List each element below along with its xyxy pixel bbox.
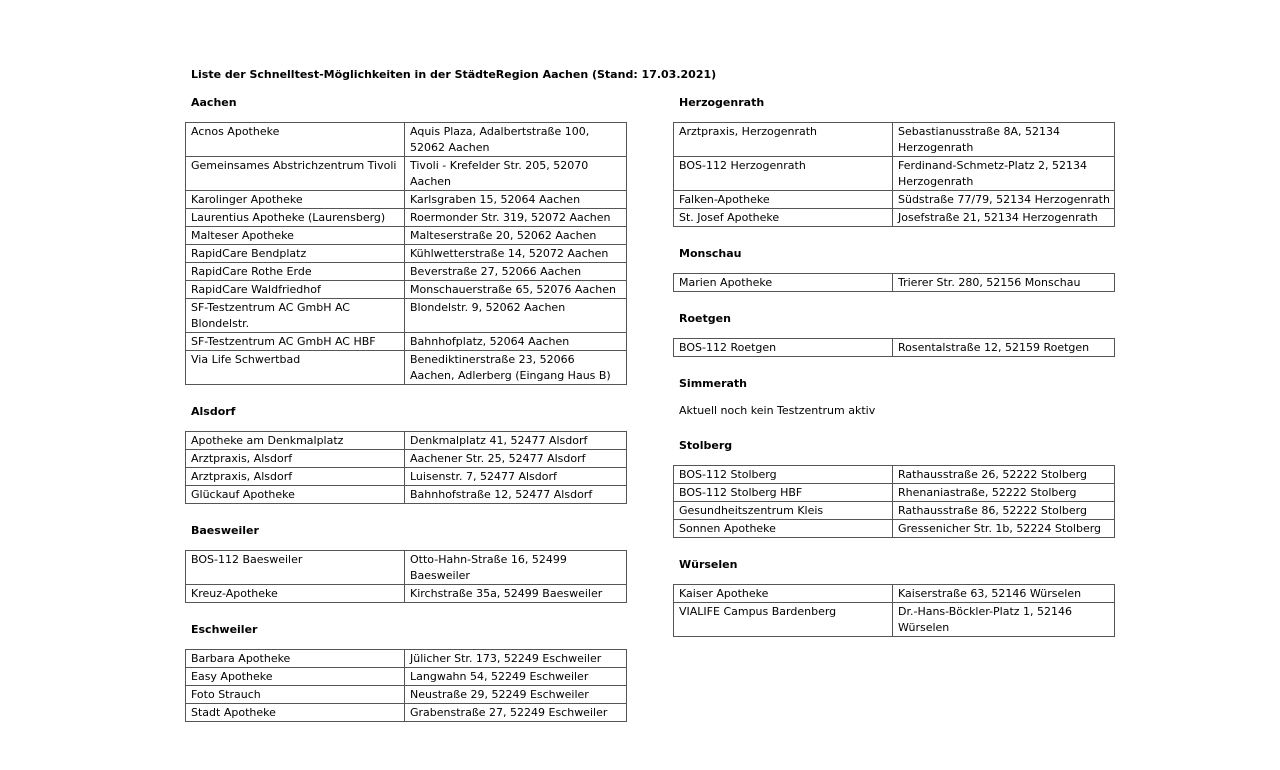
section-heading: Baesweiler (191, 524, 259, 537)
right-column (673, 96, 1114, 657)
table-row (186, 486, 627, 504)
table-row (186, 468, 627, 486)
table-row (186, 686, 627, 704)
table-row (674, 209, 1115, 227)
table-row (186, 299, 627, 333)
section-note: Aktuell noch kein Testzentrum aktiv (679, 404, 876, 417)
address-cell: Langwahn 54, 52249 Eschweiler (405, 668, 627, 686)
section-heading: Roetgen (679, 312, 731, 325)
location-name-cell: BOS-112 Stolberg HBF (674, 484, 893, 502)
table-row (674, 585, 1115, 603)
location-name-cell: Laurentius Apotheke (Laurensberg) (186, 209, 405, 227)
location-name-cell: BOS-112 Roetgen (674, 339, 893, 357)
address-cell: Neustraße 29, 52249 Eschweiler (405, 686, 627, 704)
location-name-cell: Karolinger Apotheke (186, 191, 405, 209)
address-cell: Gressenicher Str. 1b, 52224 Stolberg (893, 520, 1115, 538)
table-row (186, 351, 627, 385)
table-row (674, 484, 1115, 502)
address-cell: Grabenstraße 27, 52249 Eschweiler (405, 704, 627, 722)
location-table (185, 122, 627, 385)
address-cell: Bahnhofstraße 12, 52477 Alsdorf (405, 486, 627, 504)
left-column (185, 96, 626, 742)
address-cell: Rathausstraße 86, 52222 Stolberg (893, 502, 1115, 520)
address-cell: Kühlwetterstraße 14, 52072 Aachen (405, 245, 627, 263)
table-row (186, 209, 627, 227)
address-cell: Malteserstraße 20, 52062 Aachen (405, 227, 627, 245)
table-row (186, 704, 627, 722)
address-cell: Blondelstr. 9, 52062 Aachen (405, 299, 627, 333)
table-row (186, 191, 627, 209)
section-wurselen (673, 558, 1114, 637)
location-table (673, 338, 1115, 357)
location-name-cell: Via Life Schwertbad (186, 351, 405, 385)
section-heading: Simmerath (679, 377, 748, 390)
address-cell: Ferdinand-Schmetz-Platz 2, 52134 Herzogenrath (893, 157, 1115, 191)
location-table (185, 431, 627, 504)
section-aachen (185, 96, 626, 385)
location-name-cell: Easy Apotheke (186, 668, 405, 686)
table-row (674, 339, 1115, 357)
location-table (673, 584, 1115, 637)
address-cell: Josefstraße 21, 52134 Herzogenrath (893, 209, 1115, 227)
address-cell: Aachener Str. 25, 52477 Alsdorf (405, 450, 627, 468)
location-name-cell: RapidCare Bendplatz (186, 245, 405, 263)
location-table (185, 550, 627, 603)
location-name-cell: SF-Testzentrum AC GmbH AC Blondelstr. (186, 299, 405, 333)
table-row (186, 333, 627, 351)
address-cell: Rosentalstraße 12, 52159 Roetgen (893, 339, 1115, 357)
location-name-cell: Barbara Apotheke (186, 650, 405, 668)
address-cell: Dr.-Hans-Böckler-Platz 1, 52146 Würselen (893, 603, 1115, 637)
section-roetgen (673, 312, 1114, 357)
section-baesweiler (185, 524, 626, 603)
location-name-cell: VIALIFE Campus Bardenberg (674, 603, 893, 637)
location-table (185, 649, 627, 722)
location-name-cell: BOS-112 Herzogenrath (674, 157, 893, 191)
table-row (186, 263, 627, 281)
table-row (186, 245, 627, 263)
table-row (186, 432, 627, 450)
section-heading: Aachen (191, 96, 237, 109)
table-row (186, 281, 627, 299)
address-cell: Beverstraße 27, 52066 Aachen (405, 263, 627, 281)
location-name-cell: Gesundheitszentrum Kleis (674, 502, 893, 520)
address-cell: Kaiserstraße 63, 52146 Würselen (893, 585, 1115, 603)
location-name-cell: Malteser Apotheke (186, 227, 405, 245)
section-simmerath (673, 377, 1114, 419)
table-row (186, 585, 627, 603)
location-name-cell: BOS-112 Baesweiler (186, 551, 405, 585)
table-row (674, 274, 1115, 292)
location-name-cell: Glückauf Apotheke (186, 486, 405, 504)
address-cell: Otto-Hahn-Straße 16, 52499 Baesweiler (405, 551, 627, 585)
location-name-cell: Arztpraxis, Alsdorf (186, 450, 405, 468)
section-eschweiler (185, 623, 626, 722)
location-name-cell: Apotheke am Denkmalplatz (186, 432, 405, 450)
table-row (674, 502, 1115, 520)
address-cell: Monschauerstraße 65, 52076 Aachen (405, 281, 627, 299)
location-name-cell: Stadt Apotheke (186, 704, 405, 722)
location-name-cell: Gemeinsames Abstrichzentrum Tivoli (186, 157, 405, 191)
address-cell: Tivoli - Krefelder Str. 205, 52070 Aachen (405, 157, 627, 191)
address-cell: Jülicher Str. 173, 52249 Eschweiler (405, 650, 627, 668)
location-name-cell: RapidCare Rothe Erde (186, 263, 405, 281)
table-row (674, 466, 1115, 484)
location-table (673, 465, 1115, 538)
location-name-cell: Foto Strauch (186, 686, 405, 704)
section-alsdorf (185, 405, 626, 504)
address-cell: Bahnhofplatz, 52064 Aachen (405, 333, 627, 351)
address-cell: Trierer Str. 280, 52156 Monschau (893, 274, 1115, 292)
table-row (674, 157, 1115, 191)
address-cell: Rhenaniastraße, 52222 Stolberg (893, 484, 1115, 502)
section-stolberg (673, 439, 1114, 538)
table-row (186, 650, 627, 668)
table-row (674, 603, 1115, 637)
address-cell: Luisenstr. 7, 52477 Alsdorf (405, 468, 627, 486)
location-name-cell: St. Josef Apotheke (674, 209, 893, 227)
table-row (186, 551, 627, 585)
table-row (186, 227, 627, 245)
address-cell: Sebastianusstraße 8A, 52134 Herzogenrath (893, 123, 1115, 157)
location-table (673, 273, 1115, 292)
table-row (674, 191, 1115, 209)
location-name-cell: Sonnen Apotheke (674, 520, 893, 538)
location-name-cell: Marien Apotheke (674, 274, 893, 292)
address-cell: Aquis Plaza, Adalbertstraße 100, 52062 Aachen (405, 123, 627, 157)
section-heading: Monschau (679, 247, 742, 260)
section-heading: Herzogenrath (679, 96, 765, 109)
address-cell: Rathausstraße 26, 52222 Stolberg (893, 466, 1115, 484)
location-name-cell: Arztpraxis, Alsdorf (186, 468, 405, 486)
location-name-cell: SF-Testzentrum AC GmbH AC HBF (186, 333, 405, 351)
address-cell: Kirchstraße 35a, 52499 Baesweiler (405, 585, 627, 603)
address-cell: Benediktinerstraße 23, 52066 Aachen, Adlerberg (Eingang Haus B) (405, 351, 627, 385)
table-row (186, 450, 627, 468)
location-table (673, 122, 1115, 227)
section-heading: Eschweiler (191, 623, 258, 636)
section-herzogenrath (673, 96, 1114, 227)
address-cell: Roermonder Str. 319, 52072 Aachen (405, 209, 627, 227)
table-row (674, 520, 1115, 538)
location-name-cell: Falken-Apotheke (674, 191, 893, 209)
document-title: Liste der Schnelltest-Möglichkeiten in der StädteRegion Aachen (Stand: 17.03.2021) (191, 68, 717, 81)
table-row (674, 123, 1115, 157)
location-name-cell: Acnos Apotheke (186, 123, 405, 157)
location-name-cell: Kaiser Apotheke (674, 585, 893, 603)
section-heading: Stolberg (679, 439, 733, 452)
table-row (186, 157, 627, 191)
section-heading: Würselen (679, 558, 738, 571)
table-row (186, 668, 627, 686)
location-name-cell: Arztpraxis, Herzogenrath (674, 123, 893, 157)
address-cell: Südstraße 77/79, 52134 Herzogenrath (893, 191, 1115, 209)
table-row (186, 123, 627, 157)
location-name-cell: BOS-112 Stolberg (674, 466, 893, 484)
section-heading: Alsdorf (191, 405, 236, 418)
address-cell: Denkmalplatz 41, 52477 Alsdorf (405, 432, 627, 450)
address-cell: Karlsgraben 15, 52064 Aachen (405, 191, 627, 209)
location-name-cell: Kreuz-Apotheke (186, 585, 405, 603)
section-monschau (673, 247, 1114, 292)
location-name-cell: RapidCare Waldfriedhof (186, 281, 405, 299)
